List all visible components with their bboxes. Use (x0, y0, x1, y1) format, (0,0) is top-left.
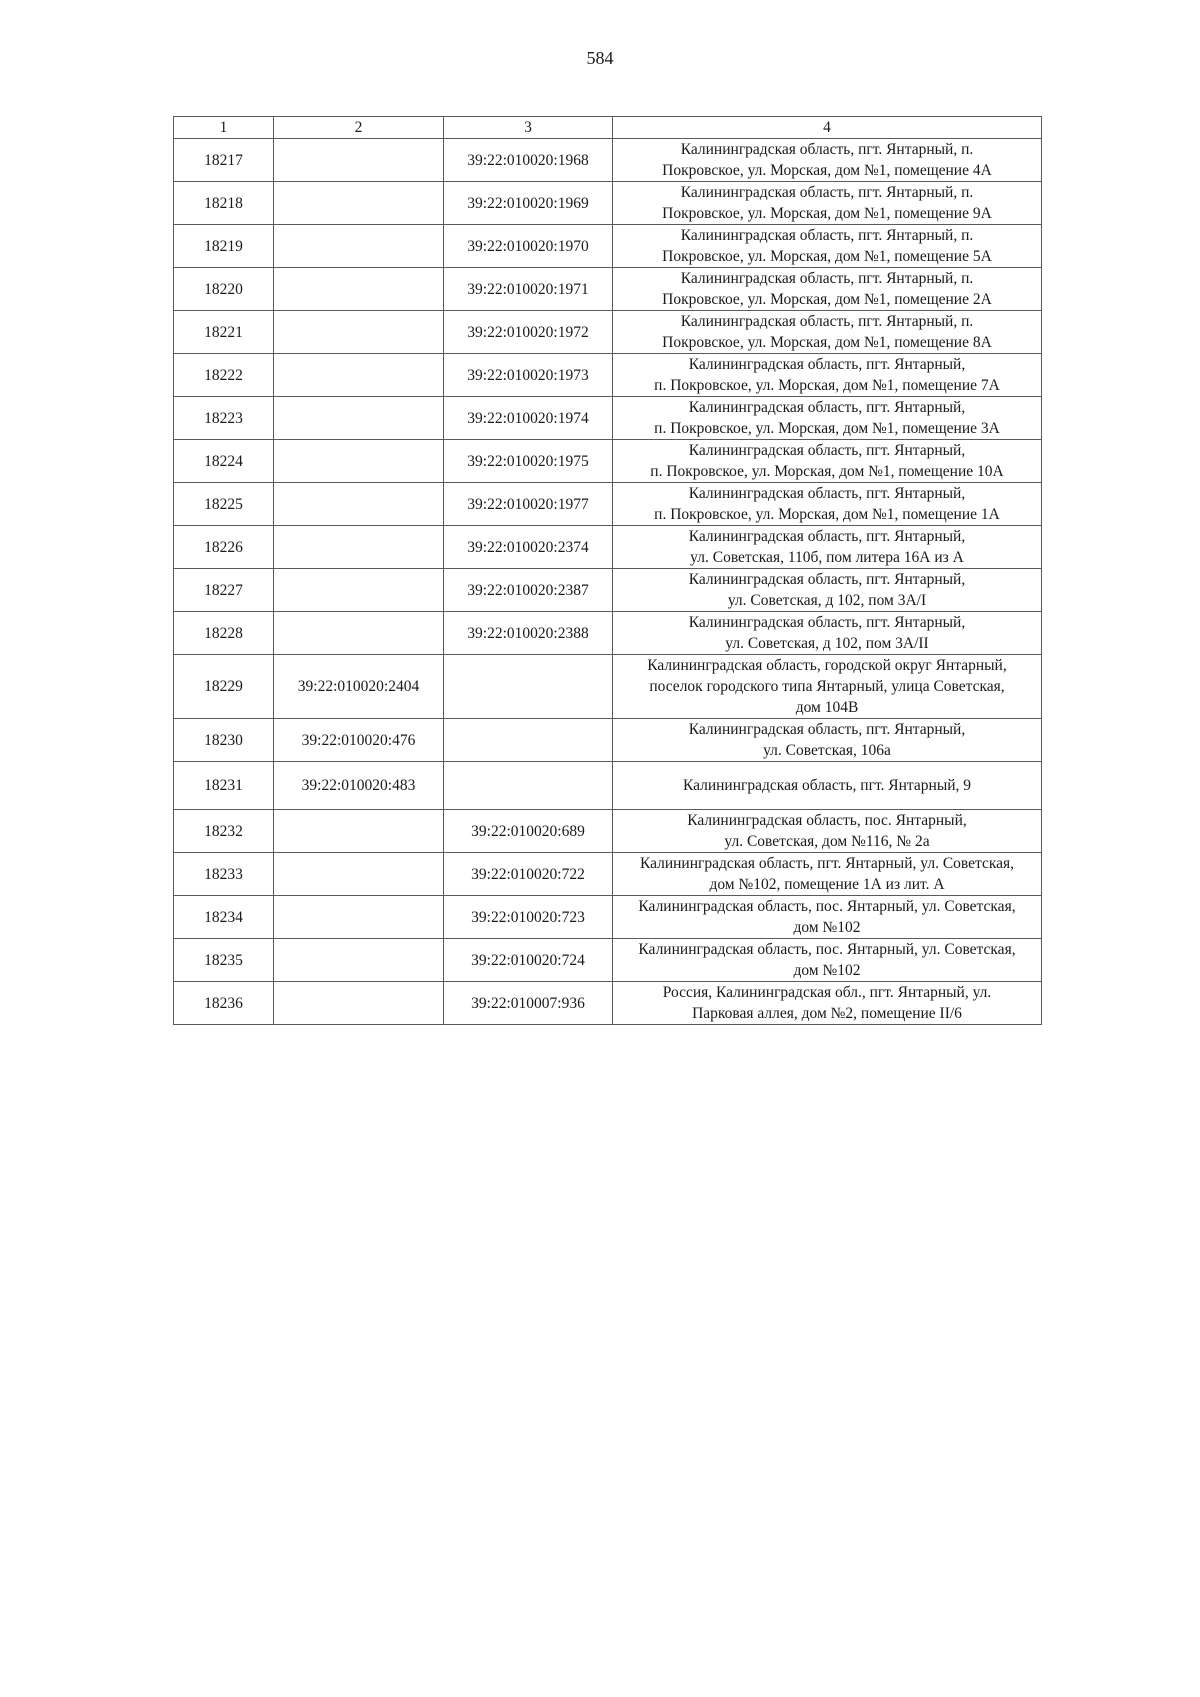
cadastral-number-col2 (274, 483, 444, 526)
address: Калининградская область, пгт. Янтарный, ул. Советская, 106а (613, 719, 1042, 762)
cadastral-number-col3: 39:22:010020:689 (444, 810, 613, 853)
address: Калининградская область, пос. Янтарный, ул. Советская, дом №102 (613, 896, 1042, 939)
address: Калининградская область, пгт. Янтарный, п. Покровское, ул. Морская, дом №1, помещение 10А (613, 440, 1042, 483)
table-row (174, 225, 1042, 268)
address: Калининградская область, пгт. Янтарный, п. Покровское, ул. Морская, дом №1, помещение 5А (613, 225, 1042, 268)
table-row (174, 526, 1042, 569)
cadastral-number-col3: 39:22:010020:723 (444, 896, 613, 939)
cadastral-number-col3: 39:22:010020:1972 (444, 311, 613, 354)
cadastral-number-col3: 39:22:010020:1975 (444, 440, 613, 483)
table-row (174, 853, 1042, 896)
address: Калининградская область, пгт. Янтарный, п. Покровское, ул. Морская, дом №1, помещение 3А (613, 397, 1042, 440)
row-number: 18224 (174, 440, 274, 483)
row-number: 18218 (174, 182, 274, 225)
row-number: 18223 (174, 397, 274, 440)
address: Калининградская область, пгт. Янтарный, п. Покровское, ул. Морская, дом №1, помещение 7А (613, 354, 1042, 397)
cadastral-number-col2 (274, 225, 444, 268)
cadastral-number-col2 (274, 612, 444, 655)
cadastral-number-col2: 39:22:010020:2404 (274, 655, 444, 719)
header-col-3: 3 (444, 117, 613, 139)
cadastral-number-col2 (274, 268, 444, 311)
table-row (174, 440, 1042, 483)
address: Калининградская область, пгт. Янтарный, п. Покровское, ул. Морская, дом №1, помещение 1А (613, 483, 1042, 526)
row-number: 18217 (174, 139, 274, 182)
row-number: 18219 (174, 225, 274, 268)
row-number: 18222 (174, 354, 274, 397)
table-row (174, 810, 1042, 853)
header-col-2: 2 (274, 117, 444, 139)
cadastral-number-col3: 39:22:010020:722 (444, 853, 613, 896)
row-number: 18233 (174, 853, 274, 896)
cadastral-number-col2 (274, 853, 444, 896)
address: Калининградская область, городской округ Янтарный, поселок городского типа Янтарный, улица Советская, дом 104В (613, 655, 1042, 719)
table-row (174, 268, 1042, 311)
table-row (174, 939, 1042, 982)
table-row (174, 397, 1042, 440)
cadastral-number-col2 (274, 896, 444, 939)
cadastral-number-col2 (274, 354, 444, 397)
row-number: 18235 (174, 939, 274, 982)
row-number: 18231 (174, 762, 274, 810)
table-row (174, 569, 1042, 612)
row-number: 18227 (174, 569, 274, 612)
cadastral-number-col3 (444, 719, 613, 762)
row-number: 18232 (174, 810, 274, 853)
cadastral-number-col3: 39:22:010020:1969 (444, 182, 613, 225)
address: Калининградская область, пос. Янтарный, ул. Советская, дом №102 (613, 939, 1042, 982)
row-number: 18221 (174, 311, 274, 354)
table-row (174, 612, 1042, 655)
address: Калининградская область, пгт. Янтарный, 9 (613, 762, 1042, 810)
address: Калининградская область, пгт. Янтарный, п. Покровское, ул. Морская, дом №1, помещение 2А (613, 268, 1042, 311)
address: Калининградская область, пгт. Янтарный, ул. Советская, 110б, пом литера 16А из А (613, 526, 1042, 569)
cadastral-number-col2: 39:22:010020:476 (274, 719, 444, 762)
table-row (174, 896, 1042, 939)
row-number: 18226 (174, 526, 274, 569)
table-row (174, 311, 1042, 354)
header-col-1: 1 (174, 117, 274, 139)
cadastral-number-col3: 39:22:010020:1970 (444, 225, 613, 268)
cadastral-number-col2 (274, 939, 444, 982)
table-header-row (174, 117, 1042, 139)
cadastral-number-col3: 39:22:010020:2374 (444, 526, 613, 569)
address: Калининградская область, пгт. Янтарный, п. Покровское, ул. Морская, дом №1, помещение 8А (613, 311, 1042, 354)
row-number: 18230 (174, 719, 274, 762)
table-row (174, 182, 1042, 225)
page-number: 584 (586, 48, 614, 68)
cadastral-number-col3 (444, 655, 613, 719)
cadastral-number-col3: 39:22:010020:1971 (444, 268, 613, 311)
cadastral-number-col3: 39:22:010020:2387 (444, 569, 613, 612)
cadastral-number-col3: 39:22:010020:2388 (444, 612, 613, 655)
address: Калининградская область, пос. Янтарный, ул. Советская, дом №116, № 2а (613, 810, 1042, 853)
address: Россия, Калининградская обл., пгт. Янтарный, ул. Парковая аллея, дом №2, помещение II/6 (613, 982, 1042, 1025)
address: Калининградская область, пгт. Янтарный, ул. Советская, дом №102, помещение 1А из лит. А (613, 853, 1042, 896)
table-row (174, 719, 1042, 762)
table-row (174, 483, 1042, 526)
row-number: 18229 (174, 655, 274, 719)
table-row (174, 354, 1042, 397)
table-row (174, 982, 1042, 1025)
cadastral-number-col2 (274, 440, 444, 483)
cadastral-number-col2: 39:22:010020:483 (274, 762, 444, 810)
cadastral-number-col3: 39:22:010020:1968 (444, 139, 613, 182)
row-number: 18236 (174, 982, 274, 1025)
address: Калининградская область, пгт. Янтарный, п. Покровское, ул. Морская, дом №1, помещение 9А (613, 182, 1042, 225)
cadastral-number-col3: 39:22:010020:724 (444, 939, 613, 982)
cadastral-number-col3: 39:22:010020:1977 (444, 483, 613, 526)
cadastral-number-col2 (274, 810, 444, 853)
cadastral-number-col2 (274, 139, 444, 182)
cadastral-number-col3 (444, 762, 613, 810)
header-col-4: 4 (613, 117, 1042, 139)
address: Калининградская область, пгт. Янтарный, ул. Советская, д 102, пом 3А/II (613, 612, 1042, 655)
cadastral-number-col2 (274, 311, 444, 354)
address: Калининградская область, пгт. Янтарный, п. Покровское, ул. Морская, дом №1, помещение 4А (613, 139, 1042, 182)
table-row (174, 762, 1042, 810)
cadastral-number-col3: 39:22:010020:1973 (444, 354, 613, 397)
cadastral-number-col2 (274, 397, 444, 440)
row-number: 18228 (174, 612, 274, 655)
cadastral-number-col2 (274, 569, 444, 612)
address: Калининградская область, пгт. Янтарный, ул. Советская, д 102, пом 3А/I (613, 569, 1042, 612)
row-number: 18225 (174, 483, 274, 526)
row-number: 18234 (174, 896, 274, 939)
cadastral-number-col3: 39:22:010007:936 (444, 982, 613, 1025)
registry-table (173, 116, 1042, 1025)
cadastral-number-col2 (274, 982, 444, 1025)
cadastral-number-col2 (274, 526, 444, 569)
cadastral-number-col3: 39:22:010020:1974 (444, 397, 613, 440)
cadastral-number-col2 (274, 182, 444, 225)
table-row (174, 139, 1042, 182)
table-row (174, 655, 1042, 719)
row-number: 18220 (174, 268, 274, 311)
